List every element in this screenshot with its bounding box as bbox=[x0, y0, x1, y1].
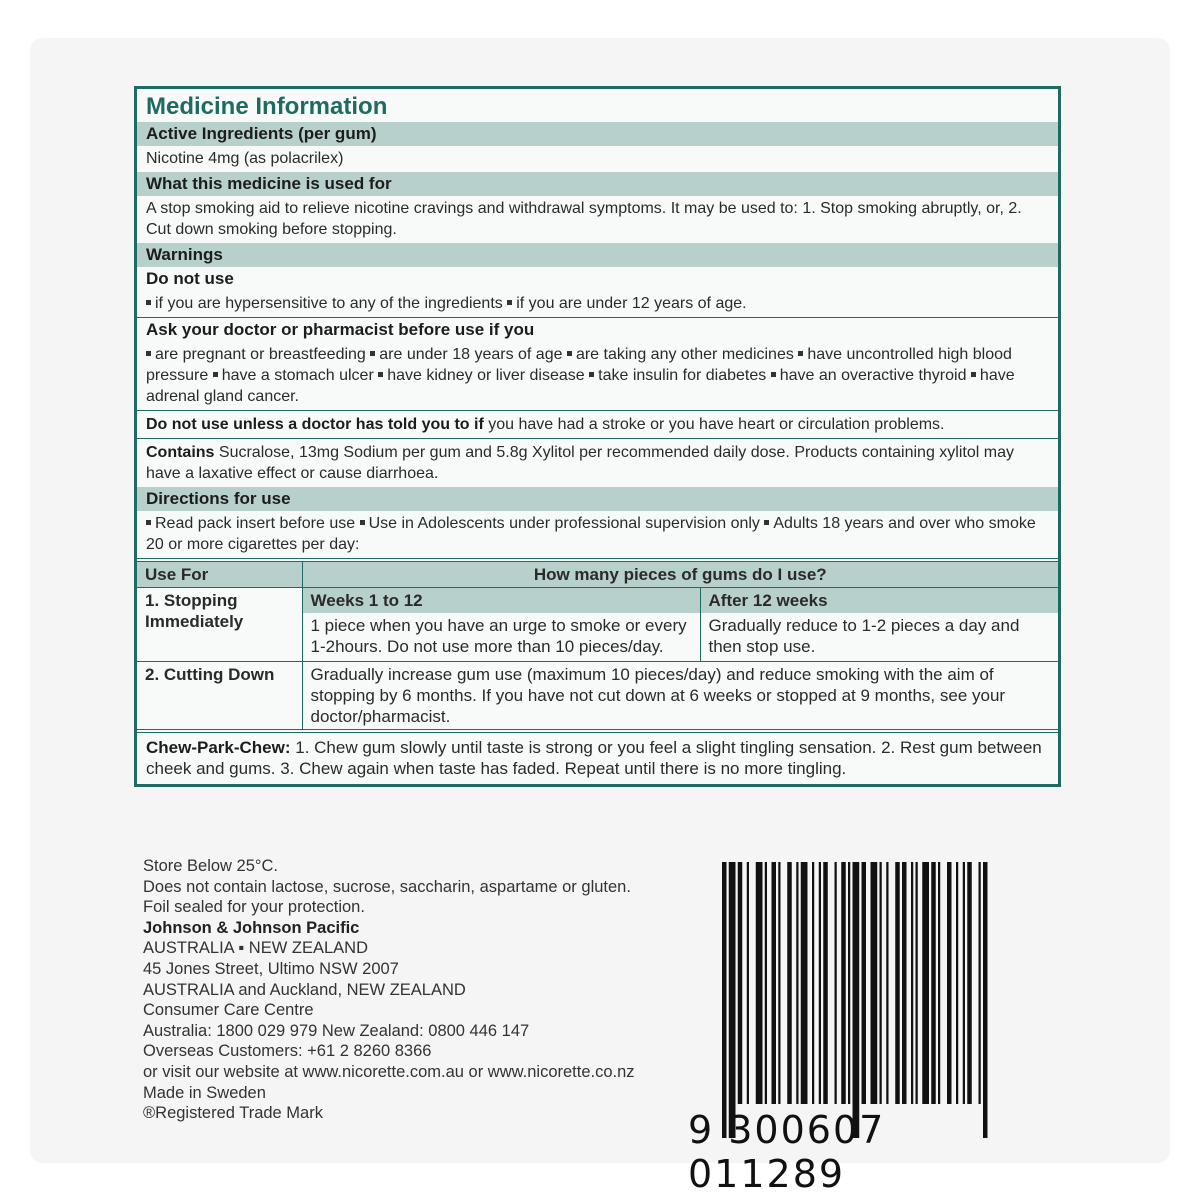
chew-text: 1. Chew gum slowly until taste is strong or you feel a slight tingling sensation. 2. Rest gum between cheek and gums. 3. Chew again when taste has faded. Repeat until there is no more tingling. bbox=[146, 738, 1042, 778]
panel-title: Medicine Information bbox=[146, 93, 388, 120]
barcode-bar bbox=[938, 862, 940, 1104]
barcode-bar bbox=[747, 862, 749, 1104]
barcode-bar bbox=[911, 862, 913, 1104]
barcode-bar bbox=[895, 862, 900, 1104]
barcode-bar bbox=[880, 862, 882, 1104]
barcode-bar bbox=[765, 862, 767, 1104]
bullet-icon bbox=[971, 372, 976, 377]
barcode-bar bbox=[787, 862, 792, 1104]
barcode-bar bbox=[756, 862, 763, 1104]
ask-item: have adrenal gland cancer. bbox=[146, 367, 1015, 405]
street-address: 45 Jones Street, Ultimo NSW 2007 bbox=[143, 959, 399, 978]
dosage-table-header-row bbox=[137, 562, 1058, 588]
warnings-header: Warnings bbox=[137, 243, 1058, 267]
ask-item: are under 18 years of age bbox=[379, 346, 563, 363]
barcode-bar bbox=[738, 862, 743, 1104]
barcode-bar bbox=[931, 862, 936, 1104]
contains-text: Sucralose, 13mg Sodium per gum and 5.8g Xylitol per recommended daily dose. Products containing xylitol may have a laxative effect or cause diarrhoea. bbox=[146, 444, 1014, 482]
directions-list bbox=[137, 511, 1058, 558]
used-for-header: What this medicine is used for bbox=[137, 172, 1058, 196]
barcode-number: 9 300607 011289 bbox=[688, 1108, 886, 1196]
do-not-use-list bbox=[137, 291, 1058, 317]
use-for-header: Use For bbox=[137, 562, 302, 588]
active-ingredients-text: Nicotine 4mg (as polacrilex) bbox=[146, 150, 344, 167]
ask-item: have a stomach ulcer bbox=[221, 367, 374, 384]
contains-bold: Contains bbox=[146, 444, 215, 461]
barcode-bar bbox=[967, 862, 972, 1104]
bullet-icon bbox=[360, 520, 365, 525]
foil-text: Foil sealed for your protection. bbox=[143, 898, 365, 917]
barcode bbox=[720, 862, 1050, 1140]
barcode-bar bbox=[722, 862, 727, 1138]
bullet-icon bbox=[370, 351, 375, 356]
barcode-bar bbox=[902, 862, 907, 1104]
directions-header: Directions for use bbox=[137, 487, 1058, 511]
row2-label: 2. Cutting Down bbox=[137, 662, 302, 730]
bullet-icon bbox=[567, 351, 572, 356]
barcode-bar bbox=[853, 862, 860, 1138]
barcode-bar bbox=[729, 862, 736, 1138]
barcode-bar bbox=[947, 862, 952, 1104]
locations-text: AUSTRALIA and Auckland, NEW ZEALAND bbox=[143, 980, 466, 999]
storage-text: Store Below 25°C. bbox=[143, 857, 278, 875]
row2-cell: Gradually increase gum use (maximum 10 pieces/day) and reduce smoking with the aim of stopping by 6 months. If you have not cut down at 6 weeks or stopped at 9 months, see your doctor/pharmacist. bbox=[302, 662, 1058, 730]
barcode-bar bbox=[841, 862, 846, 1104]
care-centre-text: Consumer Care Centre bbox=[143, 1001, 314, 1020]
overseas-phone: Overseas Customers: +61 2 8260 8366 bbox=[143, 1042, 432, 1061]
barcode-bar bbox=[963, 862, 965, 1104]
made-in-text: Made in Sweden bbox=[143, 1083, 266, 1102]
pieces-header: How many pieces of gums do I use? bbox=[302, 562, 1058, 588]
ask-item: have kidney or liver disease bbox=[387, 367, 585, 384]
bullet-icon bbox=[213, 372, 218, 377]
after-subheader: After 12 weeks bbox=[700, 588, 1058, 614]
barcode-bar bbox=[916, 862, 918, 1104]
do-not-use-item: if you are under 12 years of age. bbox=[516, 295, 747, 312]
does-not-contain-text: Does not contain lactose, sucrose, saccharin, aspartame or gluten. bbox=[143, 877, 631, 896]
doctor-told-text: you have had a stroke or you have heart or circulation problems. bbox=[483, 416, 945, 433]
bullet-icon bbox=[146, 351, 151, 356]
barcode-bar bbox=[772, 862, 777, 1104]
row1-after-cell: Gradually reduce to 1-2 pieces a day and then stop use. bbox=[708, 616, 1020, 656]
bullet-icon bbox=[146, 520, 151, 525]
bullet-icon bbox=[771, 372, 776, 377]
bullet-icon bbox=[798, 351, 803, 356]
trademark-text: ®Registered Trade Mark bbox=[143, 1104, 323, 1123]
ask-doctor-header: Ask your doctor or pharmacist before use if you bbox=[146, 320, 535, 339]
ask-item: have uncontrolled high blood pressure bbox=[146, 346, 1012, 384]
manufacturer-info bbox=[143, 856, 703, 1124]
bullet-icon bbox=[146, 300, 151, 305]
barcode-bar bbox=[823, 862, 828, 1104]
bullet-icon bbox=[764, 520, 769, 525]
chew-park-chew-note bbox=[137, 733, 1058, 784]
barcode-bar bbox=[956, 862, 958, 1104]
active-ingredients-header: Active Ingredients (per gum) bbox=[137, 122, 1058, 146]
bullet-icon bbox=[589, 372, 594, 377]
barcode-bar bbox=[871, 862, 878, 1104]
barcode-bar bbox=[979, 862, 981, 1104]
barcode-bar bbox=[819, 862, 821, 1104]
barcode-bar bbox=[812, 862, 814, 1104]
bullet-icon bbox=[507, 300, 512, 305]
barcode-bar bbox=[983, 862, 988, 1138]
barcode-bar bbox=[801, 862, 808, 1104]
company-name: Johnson & Johnson Pacific bbox=[143, 918, 360, 937]
weeks-subheader: Weeks 1 to 12 bbox=[302, 588, 700, 614]
barcode-bar bbox=[835, 862, 837, 1104]
ask-item: are pregnant or breastfeeding bbox=[155, 346, 366, 363]
do-not-use-header: Do not use bbox=[146, 269, 234, 288]
row1-weeks-cell: 1 piece when you have an urge to smoke or every 1-2hours. Do not use more than 10 pieces/day. bbox=[302, 613, 700, 662]
barcode-bar bbox=[862, 862, 867, 1104]
directions-item: Adults 18 years and over who smoke 20 or more cigarettes per day: bbox=[146, 515, 1036, 553]
ask-item: take insulin for diabetes bbox=[598, 367, 767, 384]
barcode-bar bbox=[796, 862, 798, 1104]
directions-item: Read pack insert before use bbox=[155, 515, 356, 532]
chew-bold: Chew-Park-Chew: bbox=[146, 738, 291, 757]
ask-item: have an overactive thyroid bbox=[779, 367, 967, 384]
bullet-icon bbox=[378, 372, 383, 377]
table-row bbox=[137, 662, 1058, 730]
contains-note bbox=[137, 439, 1058, 487]
dosage-subheader-row bbox=[137, 588, 1058, 614]
row1-label: 1. Stopping Immediately bbox=[137, 588, 302, 662]
medicine-information-panel bbox=[134, 86, 1061, 787]
phone-numbers: Australia: 1800 029 979 New Zealand: 0800 446 147 bbox=[143, 1021, 530, 1040]
barcode-bar bbox=[886, 862, 888, 1104]
barcode-bar bbox=[922, 862, 929, 1104]
ask-item: are taking any other medicines bbox=[575, 346, 794, 363]
website-text: or visit our website at www.nicorette.com.au or www.nicorette.co.nz bbox=[143, 1062, 635, 1081]
dosage-table bbox=[137, 562, 1058, 729]
used-for-text: A stop smoking aid to relieve nicotine cravings and withdrawal symptoms. It may be used to: 1. Stop smoking abruptly, or, 2. Cut down smoking before stopping. bbox=[146, 200, 1022, 238]
barcode-bar bbox=[778, 862, 780, 1104]
doctor-told-bold: Do not use unless a doctor has told you to if bbox=[146, 416, 484, 433]
do-not-use-item: if you are hypersensitive to any of the ingredients bbox=[155, 295, 503, 312]
barcode-bar bbox=[848, 862, 850, 1104]
doctor-told-note bbox=[137, 411, 1058, 438]
ask-doctor-list bbox=[137, 342, 1058, 410]
countries-text: AUSTRALIA ▪ NEW ZEALAND bbox=[143, 939, 368, 958]
directions-item: Use in Adolescents under professional supervision only bbox=[368, 515, 760, 532]
